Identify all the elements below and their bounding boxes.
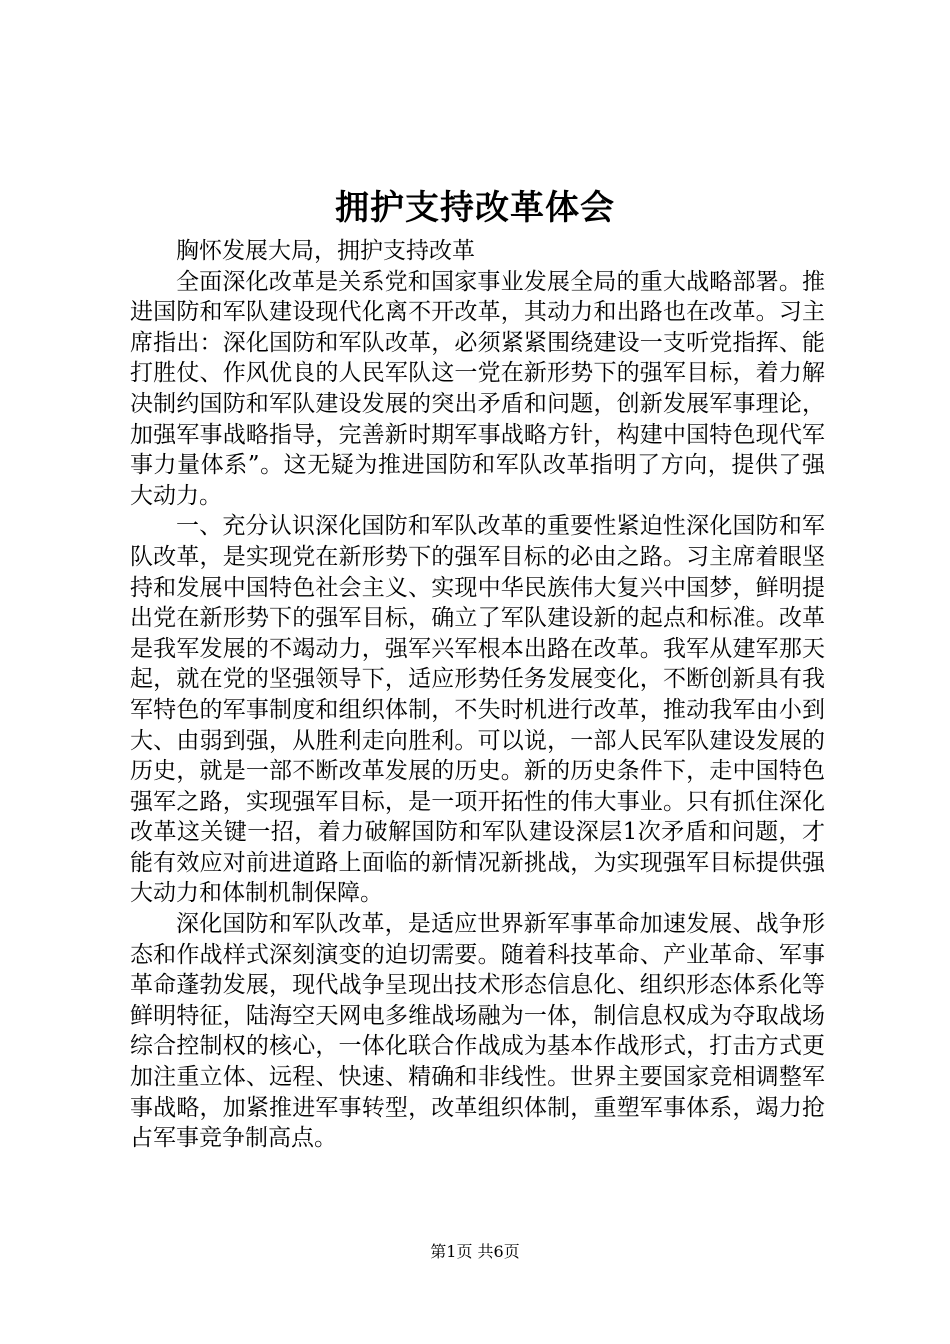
paragraph-military-revolution: 深化国防和军队改革，是适应世界新军事革命加速发展、战争形态和作战样式深刻演变的迫切需要。随着科技革命、产业革命、军事革命蓬勃发展，现代战争呈现出技术形态信息化、组织形态体系化等鲜明特征，陆海空天网电多维战场融为一体，制信息权成为夺取战场综合控制权的核心，一体化联合作战成为基本作战形式，打击方式更加注重立体、远程、快速、精确和非线性。世界主要国家竞相调整军事战略，加紧推进军事转型，改革组织体制，重塑军事体系，竭力抢占军事竞争制高点。 bbox=[130, 911, 825, 1152]
document-body bbox=[130, 236, 825, 1154]
document-title: 拥护支持改革体会 bbox=[335, 188, 615, 228]
paragraph-intro: 全面深化改革是关系党和国家事业发展全局的重大战略部署。推进国防和军队建设现代化离不开改革，其动力和出路也在改革。习主席指出：深化国防和军队改革，必须紧紧围绕建设一支听党指挥、能打胜仗、作风优良的人民军队这一党在新形势下的强军目标，着力解决制约国防和军队建设发展的突出矛盾和问题，创新发展军事理论，加强军事战略指导，完善新时期军事战略方针，构建中国特色现代军事力量体系”。这无疑为推进国防和军队改革指明了方向，提供了强大动力。 bbox=[130, 268, 825, 509]
page-footer: 第1页 共6页 bbox=[430, 1242, 520, 1261]
paragraph-subtitle: 胸怀发展大局，拥护支持改革 bbox=[176, 238, 475, 264]
paragraph-section-one: 一、充分认识深化国防和军队改革的重要性紧迫性深化国防和军队改革，是实现党在新形势下的强军目标的必由之路。习主席着眼坚持和发展中国特色社会主义、实现中华民族伟大复兴中国梦，鲜明提出党在新形势下的强军目标，确立了军队建设新的起点和标准。改革是我军发展的不竭动力，强军兴军根本出路在改革。我军从建军那天起，就在党的坚强领导下，适应形势任务发展变化，不断创新具有我军特色的军事制度和组织体制，不失时机进行改革，推动我军由小到大、由弱到强，从胜利走向胜利。可以说，一部人民军队建设发展的历史，就是一部不断改革发展的历史。新的历史条件下，走中国特色强军之路，实现强军目标，是一项开拓性的伟大事业。只有抓住深化改革这关键一招，着力破解国防和军队建设深层1次矛盾和问题，才能有效应对前进道路上面临的新情况新挑战，为实现强军目标提供强大动力和体制机制保障。 bbox=[130, 513, 825, 907]
